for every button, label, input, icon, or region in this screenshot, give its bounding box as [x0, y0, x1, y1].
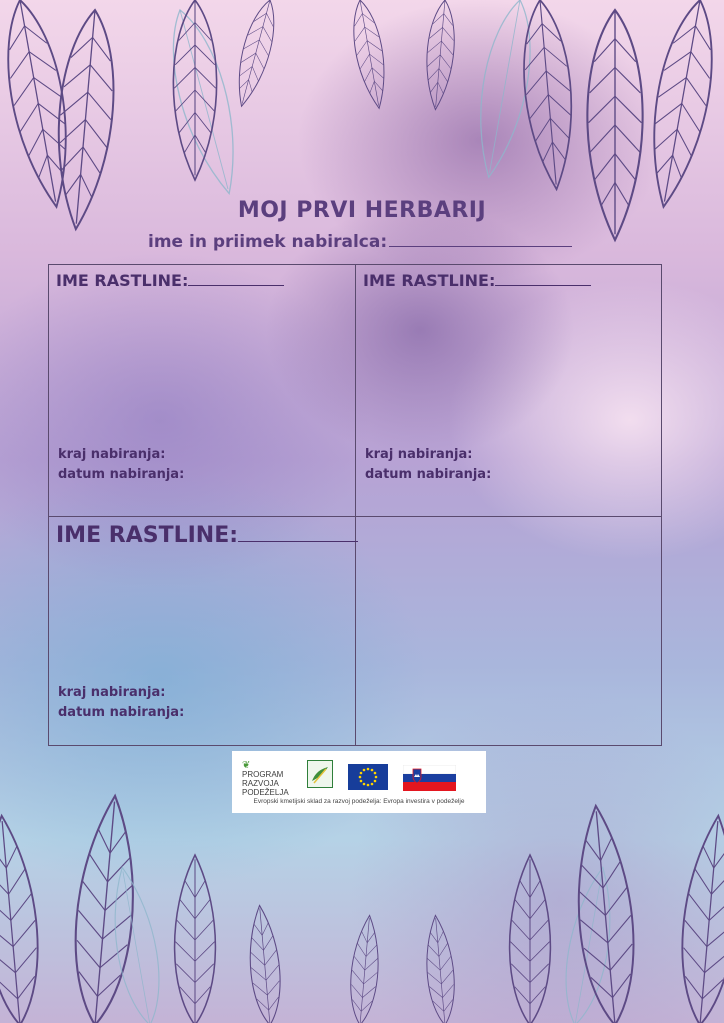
specimen-cell — [49, 265, 355, 516]
program-logo-line: RAZVOJA — [242, 779, 279, 788]
page-title: MOJ PRVI HERBARIJ — [237, 198, 487, 223]
plant-name-label: IME RASTLINE: — [56, 271, 189, 290]
leader-logo-icon — [307, 760, 333, 788]
plant-name-line[interactable] — [495, 271, 591, 286]
collector-name-line[interactable] — [389, 232, 572, 247]
plant-name-label: IME RASTLINE: — [56, 523, 239, 548]
sponsor-footer-text: Evropski kmetijski sklad za razvoj podeželja: Evropa investira v podeželje — [253, 798, 465, 805]
plant-name-line[interactable] — [188, 271, 284, 286]
collector-name-field[interactable] — [148, 232, 572, 252]
program-logo-line: PROGRAM — [242, 770, 284, 779]
specimen-cell — [356, 265, 662, 516]
eu-flag-icon — [348, 764, 388, 790]
collection-date-label: datum nabiranja: — [58, 705, 185, 720]
specimen-grid — [48, 264, 662, 746]
sponsor-logos — [232, 751, 486, 813]
plant-name-field — [363, 271, 591, 290]
program-logo — [242, 761, 289, 797]
program-logo-line: PODEŽELJA — [242, 788, 289, 797]
collection-date-label: datum nabiranja: — [365, 467, 492, 482]
collection-place-label: kraj nabiranja: — [58, 685, 166, 700]
collection-date-label: datum nabiranja: — [58, 467, 185, 482]
collector-label: ime in priimek nabiralca: — [148, 232, 388, 252]
plant-name-line[interactable] — [238, 523, 358, 542]
plant-name-field — [56, 271, 284, 290]
empty-cell — [356, 517, 662, 745]
plant-name-field — [56, 523, 358, 548]
plant-name-label: IME RASTLINE: — [363, 271, 496, 290]
specimen-cell — [49, 517, 355, 745]
sprout-icon: ❦ — [242, 760, 251, 771]
slovenia-flag-icon — [403, 765, 456, 791]
collection-place-label: kraj nabiranja: — [58, 447, 166, 462]
collection-place-label: kraj nabiranja: — [365, 447, 473, 462]
